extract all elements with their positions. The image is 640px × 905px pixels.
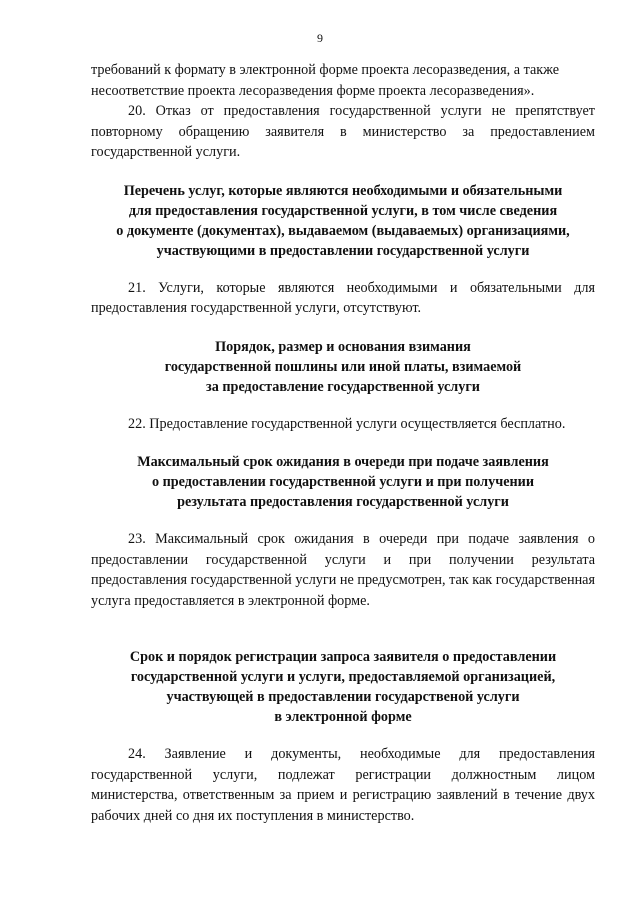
heading-line: участвующими в предоставлении государственной услуги (156, 242, 530, 259)
paragraph-20: 20. Отказ от предоставления государственной услуги не препятствует повторному обращению заявителя в министерство за предоставлением государственной услуги. (91, 103, 595, 160)
heading-line: Максимальный срок ожидания в очереди при подаче заявления (137, 454, 549, 470)
section-heading-required-services (91, 181, 595, 261)
section-heading-queue-time (91, 452, 595, 512)
heading-line: государственной услуги и услуги, предоставляемой организацией, (130, 669, 556, 685)
heading-line: Перечень услуг, которые являются необходимыми и обязательными (123, 182, 563, 199)
heading-line: участвующей в предоставлении государственой услуги (166, 689, 520, 705)
heading-line: в электронной форме (274, 709, 412, 725)
continuation-line-2: несоответствие проекта лесоразведения форме проекта лесоразведения». (91, 82, 535, 99)
paragraph-21: 21. Услуги, которые являются необходимыми и обязательными для предоставления государственной услуги, отсутствуют. (91, 279, 595, 316)
continuation-line-1: требований к формату в электронной форме проекта лесоразведения, а также (91, 62, 560, 78)
heading-line: для предоставления государственной услуги, в том числе сведения (128, 202, 558, 219)
heading-line: Порядок, размер и основания взимания (215, 338, 471, 355)
heading-line: Срок и порядок регистрации запроса заявителя о предоставлении (129, 649, 557, 665)
heading-line: о предоставлении государственной услуги и при получении (151, 474, 535, 490)
paragraph-continuation (91, 60, 595, 101)
paragraph-24: 24. Заявление и документы, необходимые для предоставления государственной услуги, подлежат регистрации должностным лицом министерства, ответственным за прием и регистрацию заявлений в течение двух рабочих дней со дня их поступления в министерство. (91, 746, 595, 824)
heading-line: за предоставление государственной услуги (206, 378, 480, 395)
heading-line: о документе (документах), выдаваемом (выдаваемых) организациями, (116, 222, 570, 239)
paragraph-22: 22. Предоставление государственной услуги осуществляется бесплатно. (128, 415, 566, 432)
heading-line: результата предоставления государственной услуги (177, 494, 509, 510)
page-number: 9 (317, 31, 323, 45)
section-heading-fees (91, 337, 595, 397)
paragraph-23: 23. Максимальный срок ожидания в очереди при подаче заявления о предоставлении государственной услуги и при получении результата предоставления государственной услуги не предусмотрен, так как государственная услуга предоставляется в электронной форме. (91, 531, 595, 609)
section-heading-registration (91, 647, 595, 727)
heading-line: государственной пошлины или иной платы, взимаемой (164, 358, 522, 375)
document-body (91, 60, 595, 826)
